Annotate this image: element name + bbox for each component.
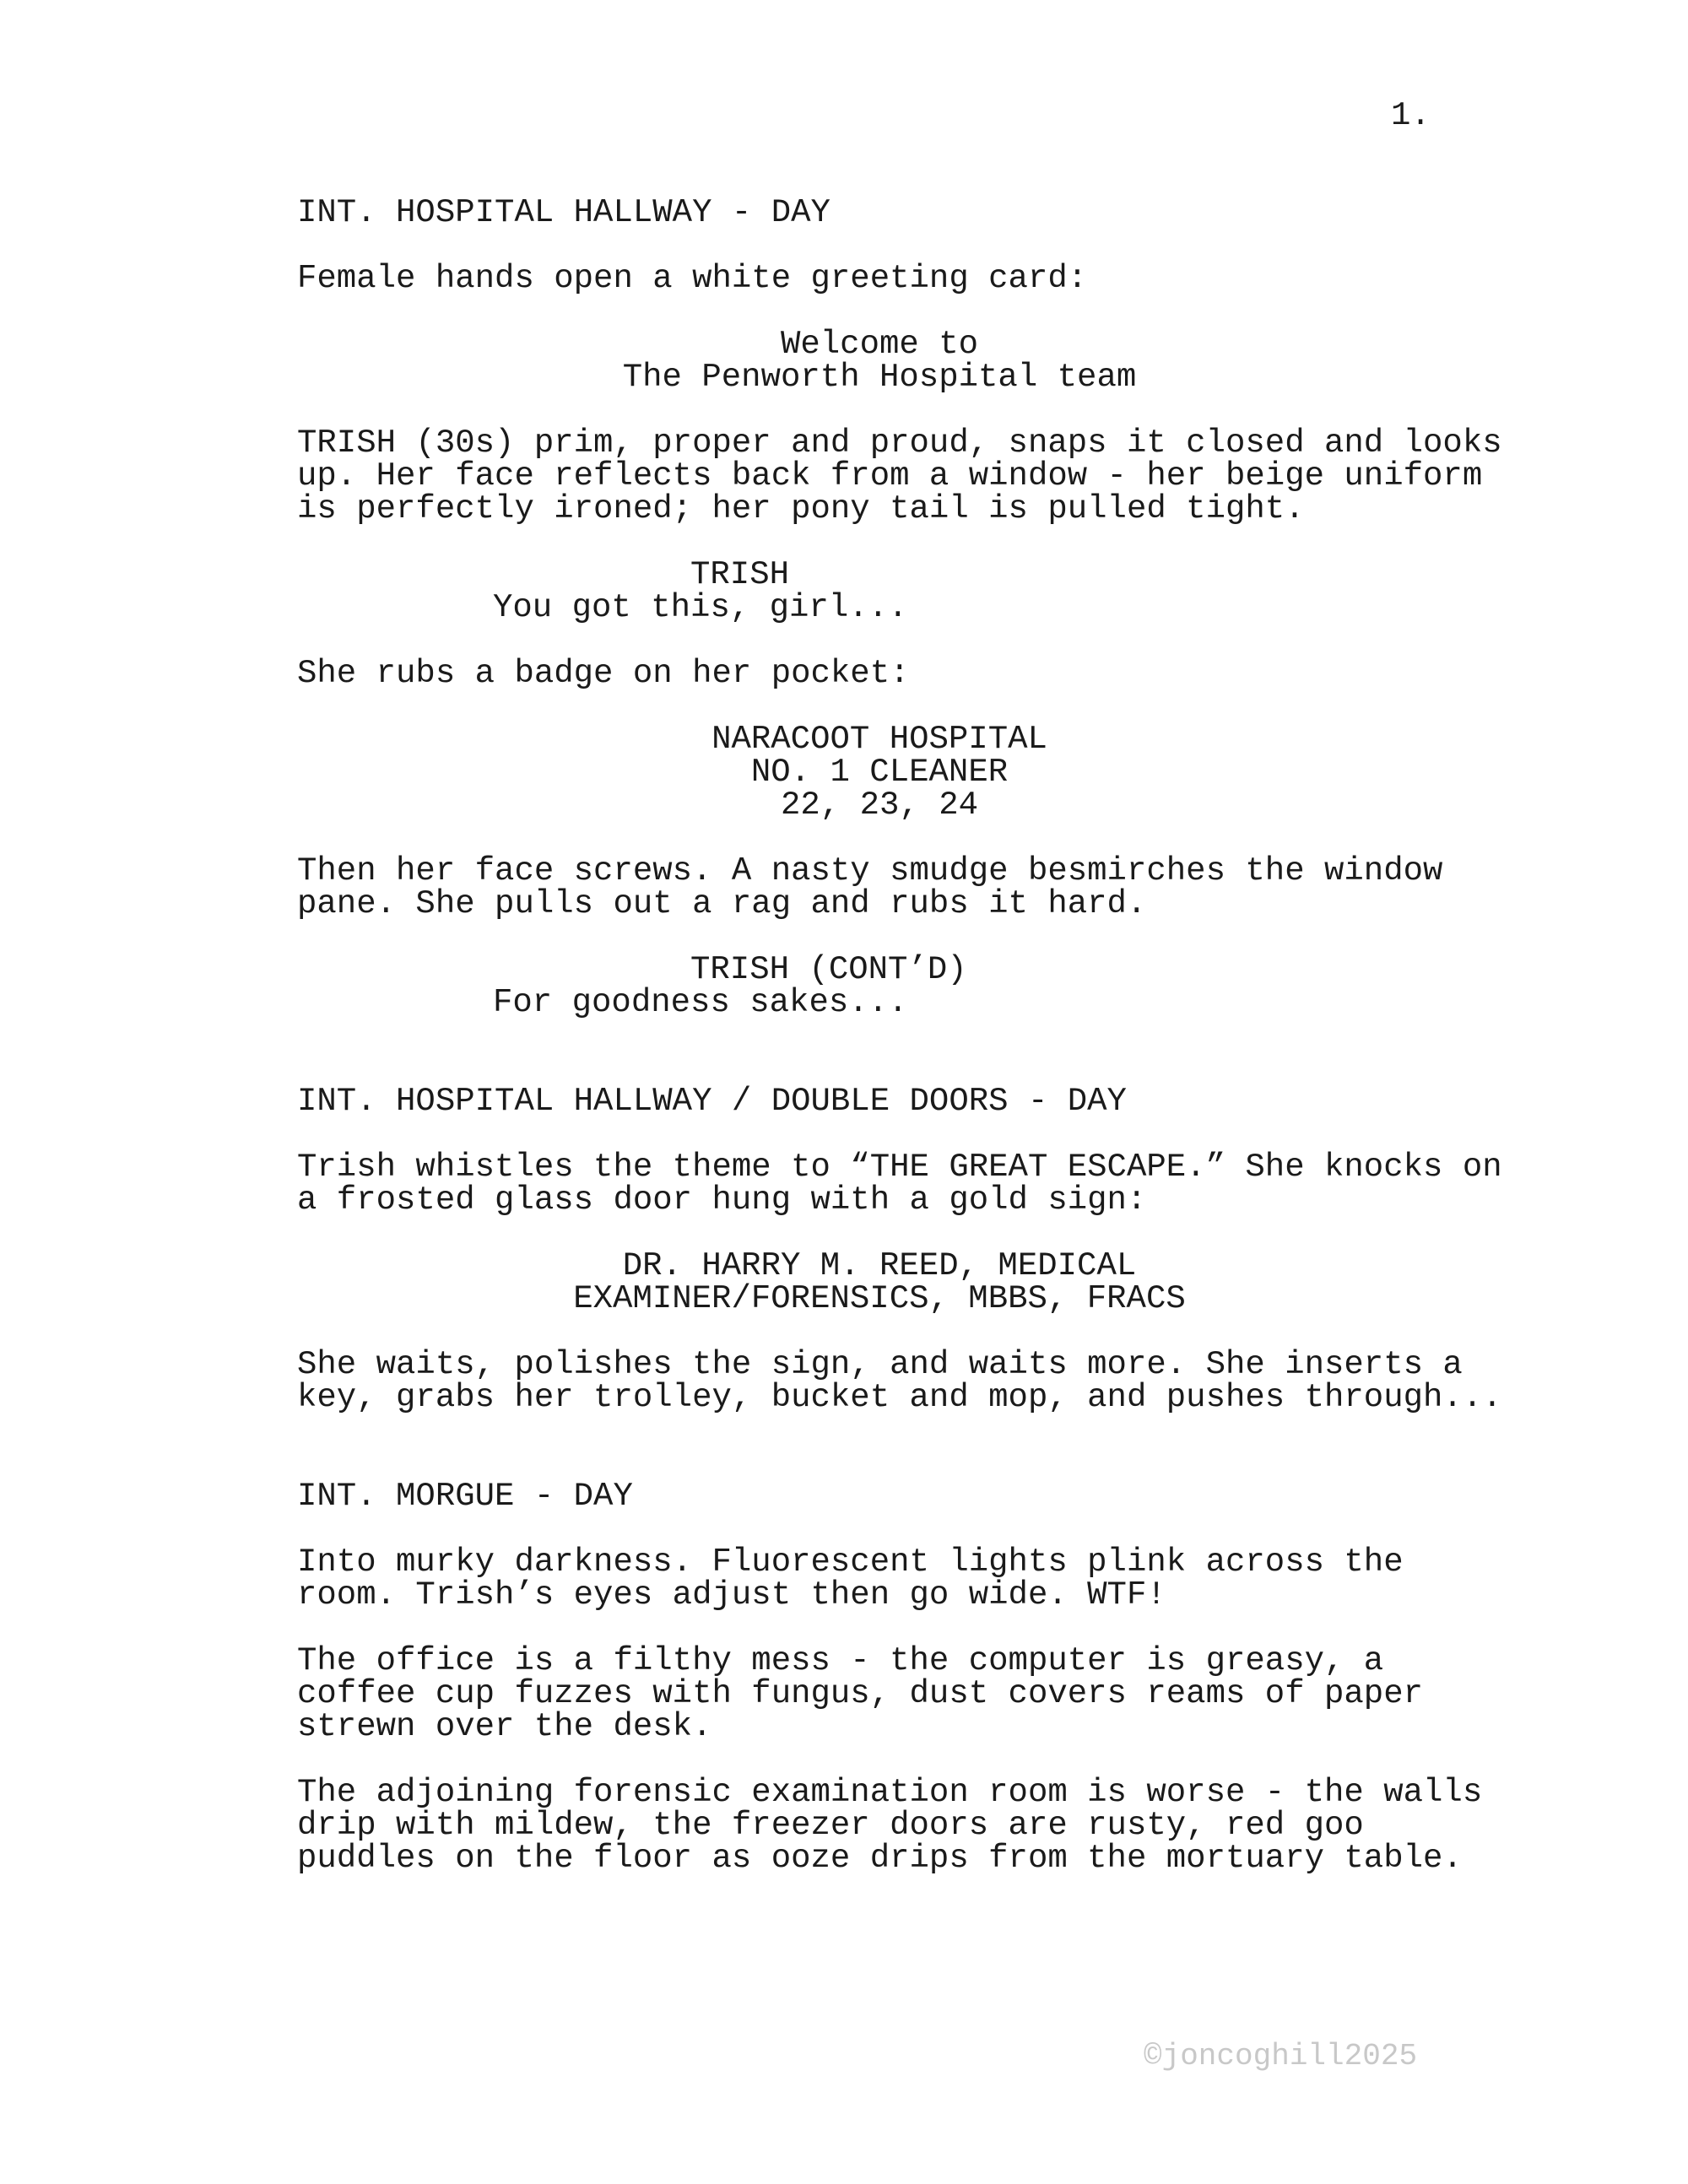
action-line: coffee cup fuzzes with fungus, dust covers reams of paper [297,1675,1424,1712]
dialogue: For goodness sakes... [493,984,908,1021]
action-line: drip with mildew, the freezer doors are rusty, red goo [297,1807,1364,1844]
copyright-watermark: ©joncoghill2025 [1144,2039,1418,2073]
character-name: TRISH [690,556,790,593]
action-line: room. Trish’s eyes adjust then go wide. WTF! [297,1576,1166,1614]
scene-heading: INT. HOSPITAL HALLWAY / DOUBLE DOORS - DAY [297,1083,1127,1120]
action-line: TRISH (30s) prim, proper and proud, snaps it closed and looks [297,424,1502,462]
action-line: Then her face screws. A nasty smudge besmirches the window [297,852,1443,889]
action-line: The adjoining forensic examination room is worse - the walls [297,1774,1483,1811]
action-line: is perfectly ironed; her pony tail is pulled tight. [297,490,1305,527]
action-line: The office is a filthy mess - the computer is greasy, a [297,1642,1384,1679]
scene-heading: INT. HOSPITAL HALLWAY - DAY [297,194,830,231]
action-line: strewn over the desk. [297,1708,712,1745]
dialogue: You got this, girl... [493,589,908,626]
action-line: Into murky darkness. Fluorescent lights plink across the [297,1543,1404,1581]
action-line: a frosted glass door hung with a gold sign: [297,1181,1147,1219]
sign-text: EXAMINER/FORENSICS, MBBS, FRACS [573,1280,1186,1317]
action-line: puddles on the floor as ooze drips from the mortuary table. [297,1840,1463,1877]
action-line: She rubs a badge on her pocket: [297,655,910,692]
scene-heading: INT. MORGUE - DAY [297,1478,633,1515]
card-text: Welcome to [780,326,979,363]
page-number: 1. [1391,97,1431,134]
action-line: key, grabs her trolley, bucket and mop, and pushes through... [297,1379,1502,1416]
badge-text: NARACOOT HOSPITAL [711,721,1047,758]
action-line: up. Her face reflects back from a window - her beige uniform [297,457,1483,495]
badge-text: 22, 23, 24 [780,787,979,824]
action-line: Female hands open a white greeting card: [297,260,1088,297]
action-line: pane. She pulls out a rag and rubs it hard. [297,885,1147,922]
badge-text: NO. 1 CLEANER [750,754,1009,791]
action-line: She waits, polishes the sign, and waits more. She inserts a [297,1346,1463,1383]
action-line: Trish whistles the theme to “THE GREAT ESCAPE.” She knocks on [297,1149,1502,1186]
sign-text: DR. HARRY M. REED, MEDICAL [622,1247,1137,1284]
character-name: TRISH (CONT’D) [690,951,967,988]
card-text: The Penworth Hospital team [622,359,1137,396]
